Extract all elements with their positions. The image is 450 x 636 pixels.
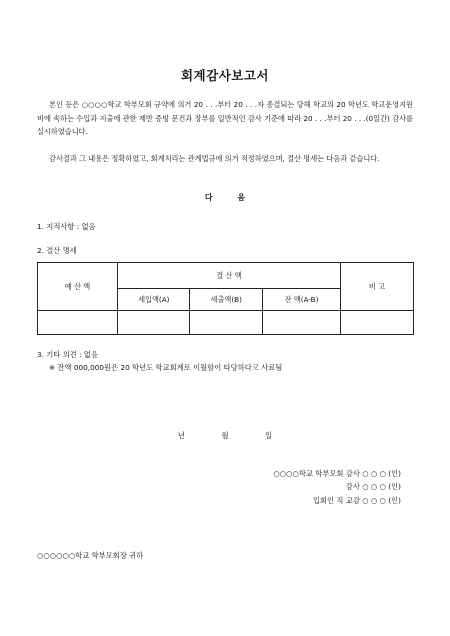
income-cell[interactable]	[118, 311, 190, 335]
income-header: 세입액(A)	[118, 289, 190, 311]
result-paragraph: 감사결과 그 내용은 정확하였고, 회계처리는 관계법규에 의거 적정하였으며, 결산 명세는 다음과 같습니다.	[49, 154, 380, 163]
settlement-table	[37, 262, 414, 335]
item-findings: 1. 지적사항 : 없음	[37, 222, 96, 231]
document-title: 회계감사보고서	[180, 68, 270, 83]
expense-header: 세출액(B)	[190, 289, 263, 311]
section-heading: 다 음	[204, 193, 246, 202]
addressee: ○○○○○○학교 학부모회장 귀하	[37, 551, 144, 560]
signature-auditor-1: ○○○○학교 학부모회 감사 ○ ○ ○ (인)	[273, 469, 401, 478]
balance-header: 잔 액(A-B)	[263, 289, 341, 311]
item-settlement-statement: 2. 결산 명세	[37, 246, 77, 255]
budget-header: 예 산 액	[38, 263, 118, 311]
signature-witness: 입회인 직 교감 ○ ○ ○ (인)	[312, 496, 401, 505]
balance-note: ※ 잔액 000,000원은 20 학년도 학교회계로 이월함이 타당하다고 사료됨	[49, 363, 283, 372]
settlement-header: 결 산 액	[118, 263, 341, 289]
table-row	[38, 311, 414, 335]
intro-paragraph: 본인 등은 ○○○○학교 학부모회 규약에 의거 20 . . .부터 20 . . .자 종결되는 당해 학교의 20 학년도 학교운영지원비에 속하는 수입과 지출에 관한 제반 증빙 문건과 장부를 일반적인 감사 기준에 따라 20 . . .부터 20 . . .(0일간) 감사를 실시하였습니다.	[37, 100, 413, 137]
remarks-header: 비 고	[341, 263, 414, 311]
balance-cell[interactable]	[263, 311, 341, 335]
date-line: 년 월 일	[177, 431, 273, 440]
table-row	[38, 263, 414, 289]
expense-cell[interactable]	[190, 311, 263, 335]
signature-auditor-2: 감사 ○ ○ ○ (인)	[345, 482, 401, 491]
item-other-opinion: 3. 기타 의견 : 없음	[37, 350, 98, 359]
budget-cell[interactable]	[38, 311, 118, 335]
remarks-cell[interactable]	[341, 311, 414, 335]
